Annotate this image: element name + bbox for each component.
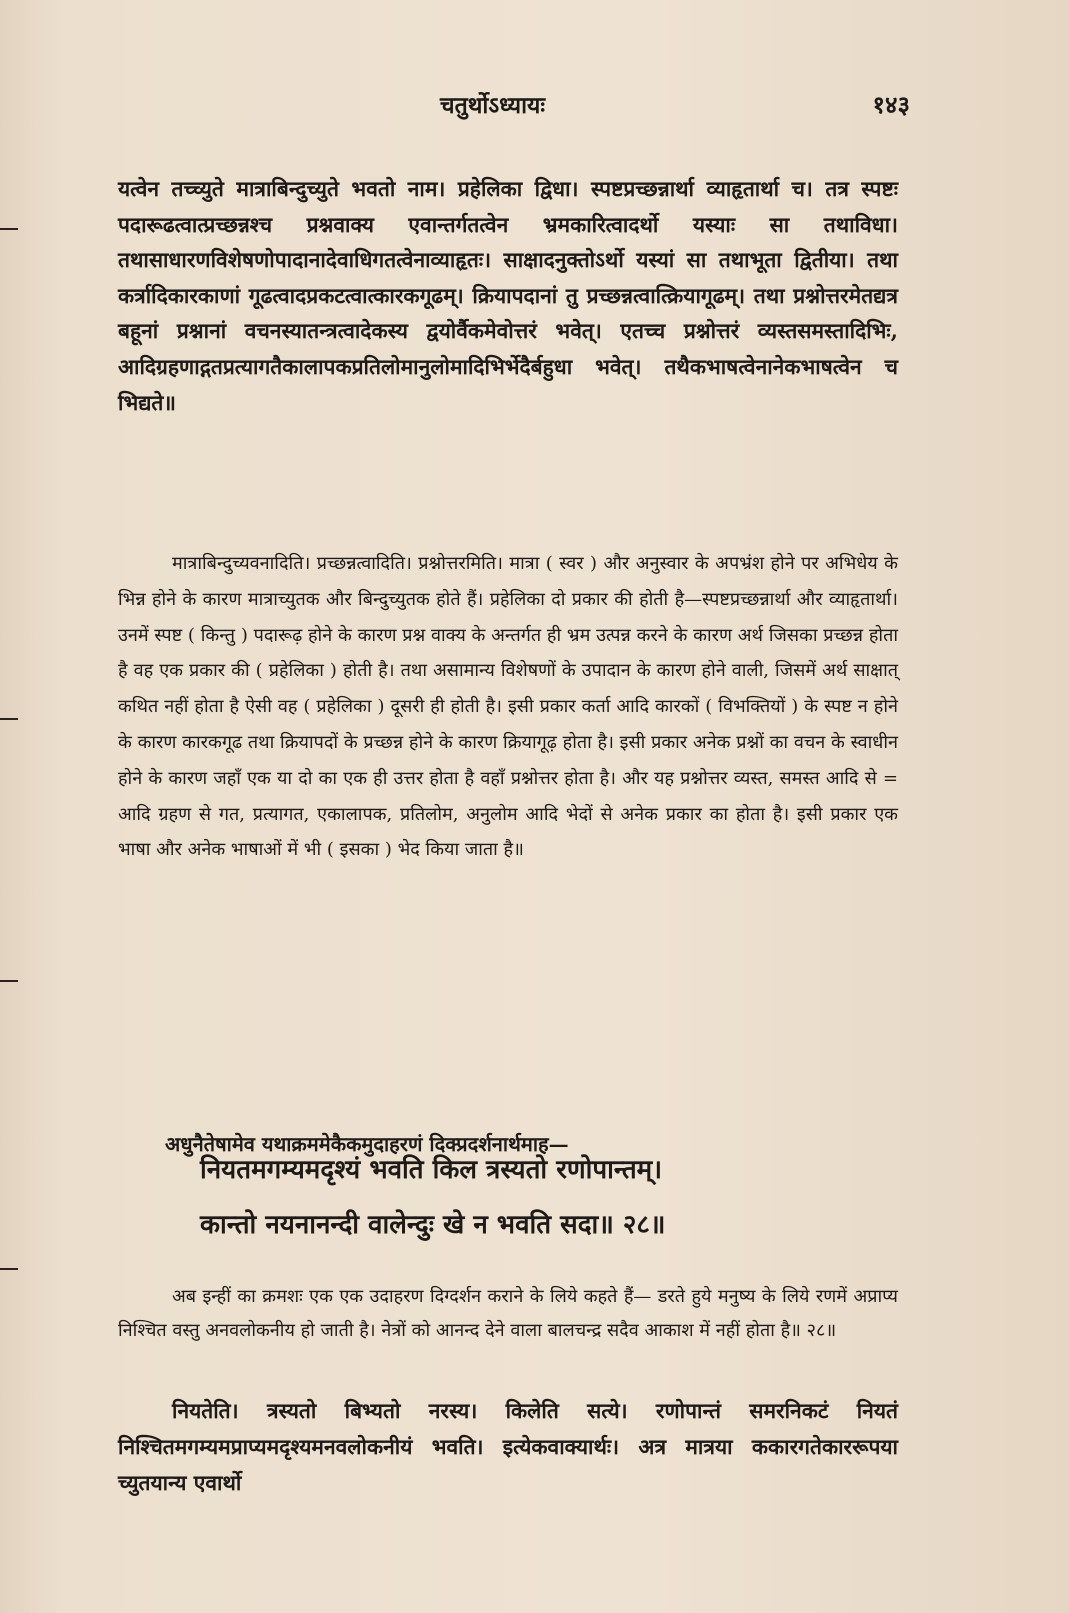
hindi-verse-translation bbox=[118, 1280, 898, 1348]
page-number: १४३ bbox=[872, 90, 910, 119]
hindi-translation bbox=[118, 546, 898, 868]
sanskrit-commentary: यत्वेन तच्च्युते मात्राबिन्दुच्युते भवतो नाम। प्रहेलिका द्विधा। स्पष्टप्रच्छन्नार्था व्याहृतार्था च। तत्र स्पष्टः पदारूढत्वात्प्रच्छन्नश्च प्रश्नवाक्य एवान्तर्गतत्वेन भ्रमकारित्वादर्थो यस्याः सा तथाविधा। तथासाधारणविशेषणोपादानादेवाधिगतत्वेनाव्याहृतः। साक्षादनुक्तोऽर्थो यस्यां सा तथाभूता द्वितीया। तथा कर्त्रादिकारकाणां गूढत्वादप्रकटत्वात्कारकगूढम्। क्रियापदानां तु प्रच्छन्नत्वात्क्रियागूढम्। तथा प्रश्नोत्तरमेतद्यत्र बहूनां प्रश्नानां वचनस्यातन्त्रत्वादेकस्य द्वयोर्वैकमेवोत्तरं भवेत्। एतच्च प्रश्नोत्तरं व्यस्तसमस्तादिभिः, आदिग्रहणाद्गतप्रत्यागतैकालापकप्रतिलोमानुलोमादिभिर्भेदैर्बहुधा भवेत्। तथैकभाषत्वेनानेकभाषत्वेन च भिद्यते॥ bbox=[118, 176, 898, 415]
margin-mark bbox=[0, 718, 18, 720]
hindi-verse-translation-text: अब इन्हीं का क्रमशः एक एक उदाहरण दिग्दर्शन कराने के लिये कहते हैं— डरते हुये मनुष्य के लिये रणमें अप्राप्य निश्चित वस्तु अनवलोकनीय हो जाती है। नेत्रों को आनन्द देने वाला बालचन्द्र सदैव आकाश में नहीं होता है॥ २८॥ bbox=[118, 1286, 898, 1341]
verse-line-1: नियतमगम्यमदृश्यं भवति किल त्रस्यतो रणोपान्तम्। bbox=[200, 1155, 663, 1185]
verse-line-2: कान्तो नयनानन्दी वालेन्दुः खे न भवति सदा॥ २८॥ bbox=[200, 1210, 666, 1240]
hindi-translation-text: मात्राबिन्दुच्यवनादिति। प्रच्छन्नत्वादिति। प्रश्नोत्तरमिति। मात्रा ( स्वर ) और अनुस्वार के अपभ्रंश होने पर अभिधेय के भिन्न होने के कारण मात्राच्युतक और बिन्दुच्युतक होते हैं। प्रहेलिका दो प्रकार की होती है—स्पष्टप्रच्छन्नार्था और व्याहृतार्था। उनमें स्पष्ट ( किन्तु ) पदारूढ़ होने के कारण प्रश्न वाक्य के अन्तर्गत ही भ्रम उत्पन्न करने के कारण अर्थ जिसका प्रच्छन्न होता है वह एक प्रकार की ( प्रहेलिका ) होती है। तथा असामान्य विशेषणों के उपादान के कारण होने वाली, जिसमें अर्थ साक्षात् कथित नहीं होता है ऐसी वह ( प्रहेलिका ) दूसरी ही होती है। इसी प्रकार कर्ता आदि कारकों ( विभक्तियों ) के स्पष्ट न होने के कारण कारकगूढ तथा क्रियापदों के प्रच्छन्न होने के कारण क्रियागूढ़ होता है। इसी प्रकार अनेक प्रश्नों का वचन के स्वाधीन होने के कारण जहाँ एक या दो का एक ही उत्तर होता है वहाँ प्रश्नोत्तर होता है। और यह प्रश्नोत्तर व्यस्त, समस्त आदि से = आदि ग्रहण से गत, प्रत्यागत, एकालापक, प्रतिलोम, अनुलोम आदि भेदों से अनेक प्रकार का होता है। इसी प्रकार एक भाषा और अनेक भाषाओं में भी ( इसका ) भेद किया जाता है॥ bbox=[118, 553, 898, 861]
verse-introduction: अधुनैतेषामेव यथाक्रममेकैकमुदाहरणं दिक्प्रदर्शनार्थमाह— bbox=[165, 1132, 569, 1156]
sanskrit-gloss bbox=[118, 1393, 898, 1501]
margin-mark bbox=[0, 228, 18, 230]
page-header bbox=[110, 88, 910, 128]
margin-mark bbox=[0, 980, 18, 982]
running-title: चतुर्थोऽध्यायः bbox=[440, 92, 546, 119]
margin-mark bbox=[0, 1268, 18, 1270]
sanskrit-gloss-text: नियतेति। त्रस्यतो बिभ्यतो नरस्य। किलेति सत्ये। रणोपान्तं समरनिकटं नियतं निश्चितमगम्यमप्राप्यमदृश्यमनवलोकनीयं भवति। इत्येकवाक्यार्थः। अत्र मात्रया ककारगतेकाररूपया च्युतयान्य एवार्थो bbox=[118, 1398, 898, 1495]
